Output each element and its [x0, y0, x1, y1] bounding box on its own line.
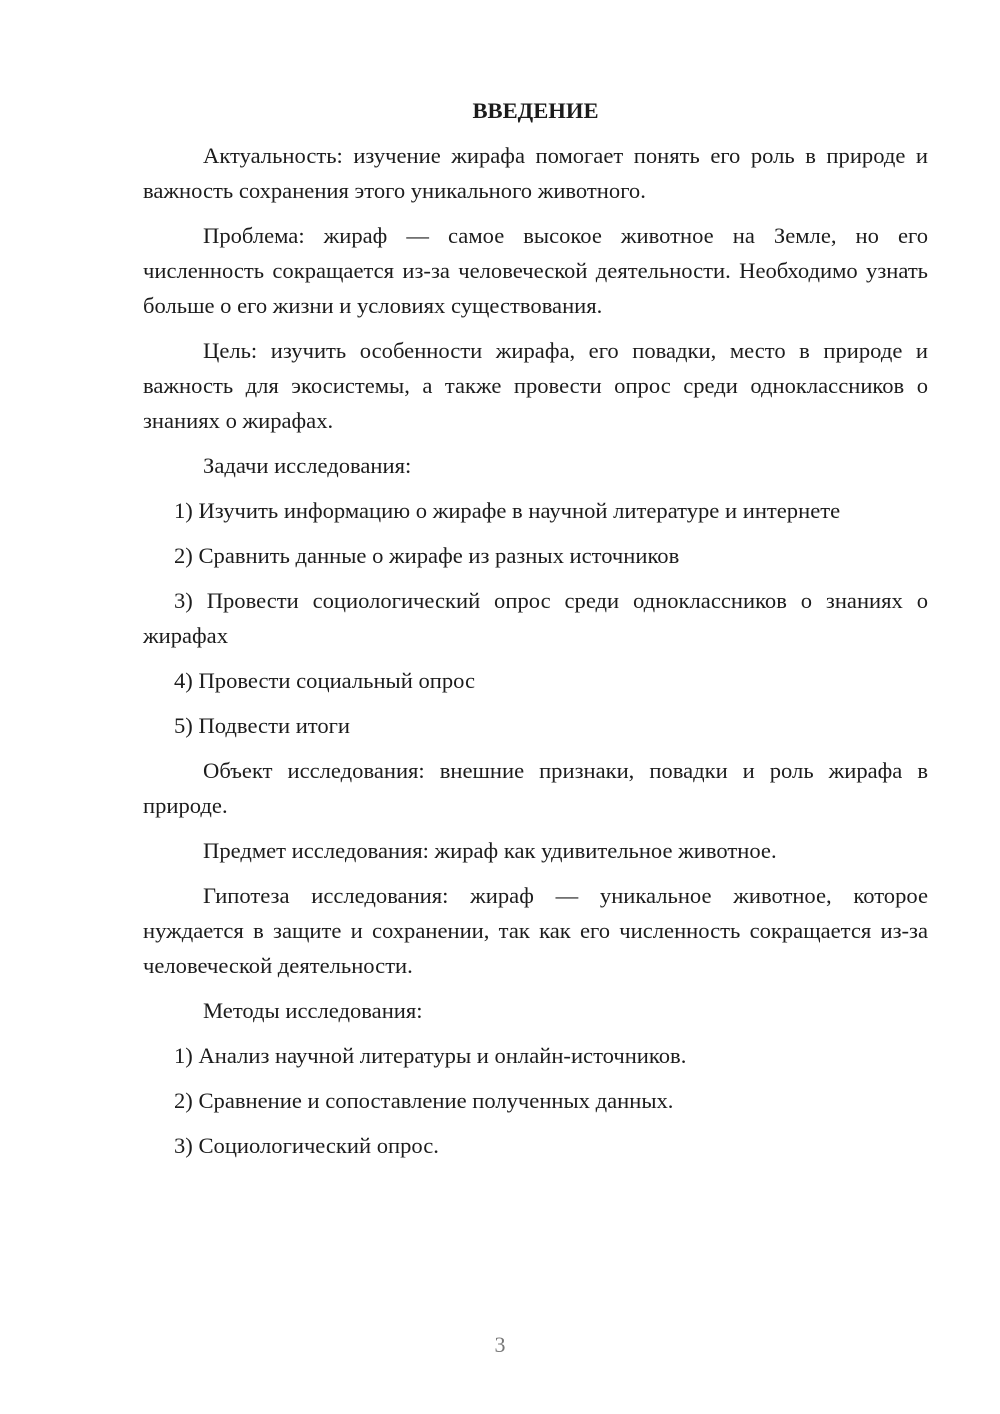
task-item: 1) Изучить информацию о жирафе в научной литературе и интернете — [174, 498, 841, 523]
method-item: 2) Сравнение и сопоставление полученных данных. — [174, 1088, 674, 1113]
tasks-heading: Задачи исследования: — [203, 453, 412, 478]
task-item: 3) Провести социологический опрос среди одноклассников о знаниях о жирафах — [143, 588, 928, 648]
task-item: 2) Сравнить данные о жирафе из разных источников — [174, 543, 680, 568]
paragraph-relevance: Актуальность: изучение жирафа помогает понять его роль в природе и важность сохранения этого уникального животного. — [143, 143, 928, 203]
method-item: 1) Анализ научной литературы и онлайн-источников. — [174, 1043, 687, 1068]
method-item: 3) Социологический опрос. — [174, 1133, 439, 1158]
page-content — [143, 93, 928, 1173]
methods-heading: Методы исследования: — [203, 998, 423, 1023]
tasks-list — [143, 493, 928, 743]
paragraph-goal: Цель: изучить особенности жирафа, его повадки, место в природе и важность для экосистемы, а также провести опрос среди одноклассников о знаниях о жирафах. — [143, 338, 928, 433]
paragraph-object: Объект исследования: внешние признаки, повадки и роль жирафа в природе. — [143, 758, 928, 818]
paragraph-problem: Проблема: жираф — самое высокое животное на Земле, но его численность сокращается из-за человеческой деятельности. Необходимо узнать больше о его жизни и условиях существования. — [143, 223, 928, 318]
task-item: 5) Подвести итоги — [174, 713, 351, 738]
task-item: 4) Провести социальный опрос — [174, 668, 476, 693]
paragraph-subject: Предмет исследования: жираф как удивительное животное. — [203, 838, 777, 863]
page-title: ВВЕДЕНИЕ — [472, 98, 599, 123]
paragraph-hypothesis: Гипотеза исследования: жираф — уникальное животное, которое нуждается в защите и сохранении, так как его численность сокращается из-за человеческой деятельности. — [143, 883, 928, 978]
page-number: 3 — [494, 1332, 506, 1357]
methods-list — [143, 1038, 928, 1163]
